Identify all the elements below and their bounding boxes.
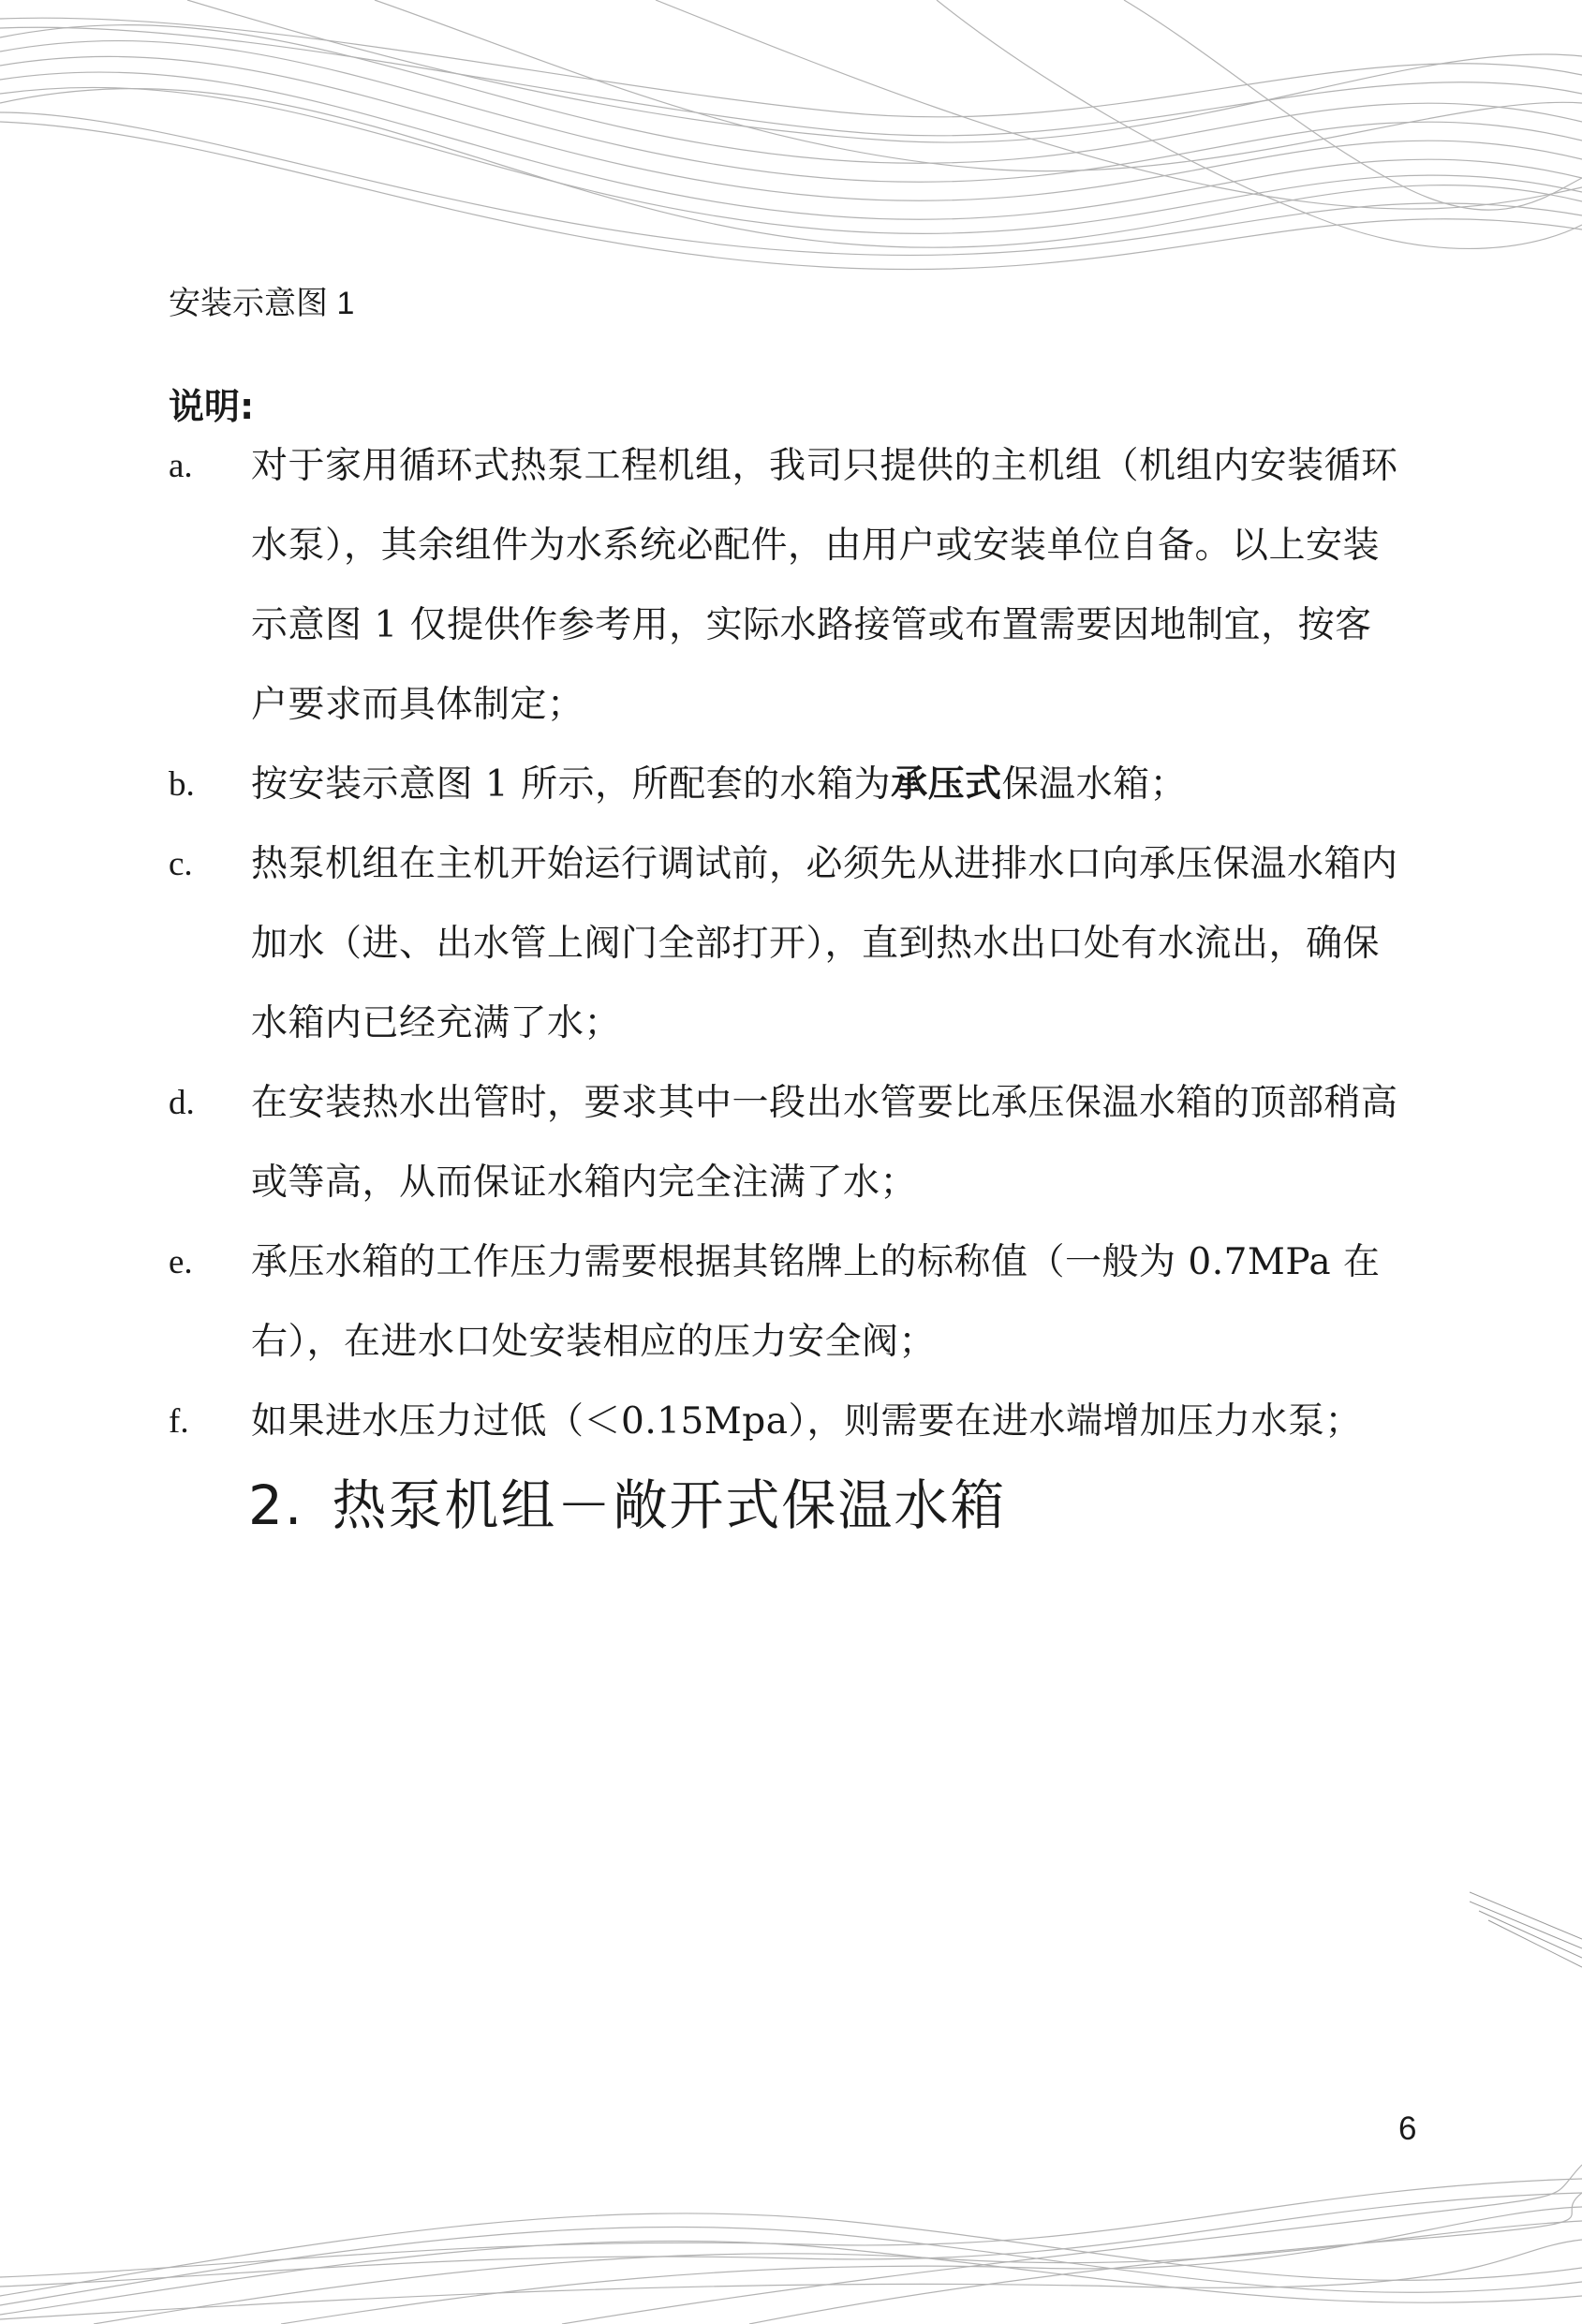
note-c — [169, 824, 1405, 1063]
note-marker: b. — [169, 765, 195, 804]
top-wave-decoration — [0, 0, 1582, 309]
section-heading — [248, 1461, 1006, 1540]
note-text-before: 按安装示意图 1 所示，所配套的水箱为 — [251, 763, 892, 806]
side-wave-decoration — [1470, 1883, 1582, 1986]
notes-heading: 说明: — [169, 386, 255, 427]
note-text: 如果进水压力过低（＜0.15Mpa），则需要在进水端增加压力水泵； — [251, 1400, 1362, 1443]
note-f — [169, 1382, 1405, 1461]
note-d — [169, 1063, 1405, 1222]
note-e — [169, 1222, 1405, 1382]
note-text-bold: 承压式 — [891, 763, 1002, 806]
note-text: 在安装热水出管时，要求其中一段出水管要比承压保温水箱的顶部稍高或等高，从而保证水箱内完全注满了水； — [251, 1082, 1398, 1204]
note-text: 热泵机组在主机开始运行调试前，必须先从进排水口向承压保温水箱内加水（进、出水管上阀门全部打开），直到热水出口处有水流出，确保水箱内已经充满了水； — [251, 843, 1398, 1044]
bottom-wave-decoration — [0, 2137, 1582, 2324]
note-b — [169, 745, 1405, 824]
note-text — [251, 745, 1405, 824]
note-text: 承压水箱的工作压力需要根据其铭牌上的标称值（一般为 0.7MPa 在右），在进水口处安装相应的压力安全阀； — [251, 1241, 1381, 1363]
note-marker: d. — [169, 1084, 195, 1122]
note-marker: f. — [169, 1402, 189, 1441]
note-marker: e. — [169, 1243, 193, 1281]
section-number: 2. — [248, 1473, 304, 1537]
note-a — [169, 426, 1405, 745]
section-title: 热泵机组－敞开式保温水箱 — [332, 1473, 1007, 1537]
page-number: 6 — [1398, 2110, 1417, 2147]
note-marker: c. — [169, 845, 193, 883]
note-text: 对于家用循环式热泵工程机组，我司只提供的主机组（机组内安装循环水泵），其余组件为水系统必配件，由用户或安装单位自备。以上安装示意图 1 仅提供作参考用，实际水路接管或布置需要因地制宜，按客户要求而具体制定； — [251, 445, 1398, 726]
figure-caption: 安装示意图 1 — [169, 286, 355, 321]
note-text-after: 保温水箱； — [1001, 763, 1188, 806]
note-marker: a. — [169, 447, 193, 485]
notes-list — [169, 426, 1405, 1461]
